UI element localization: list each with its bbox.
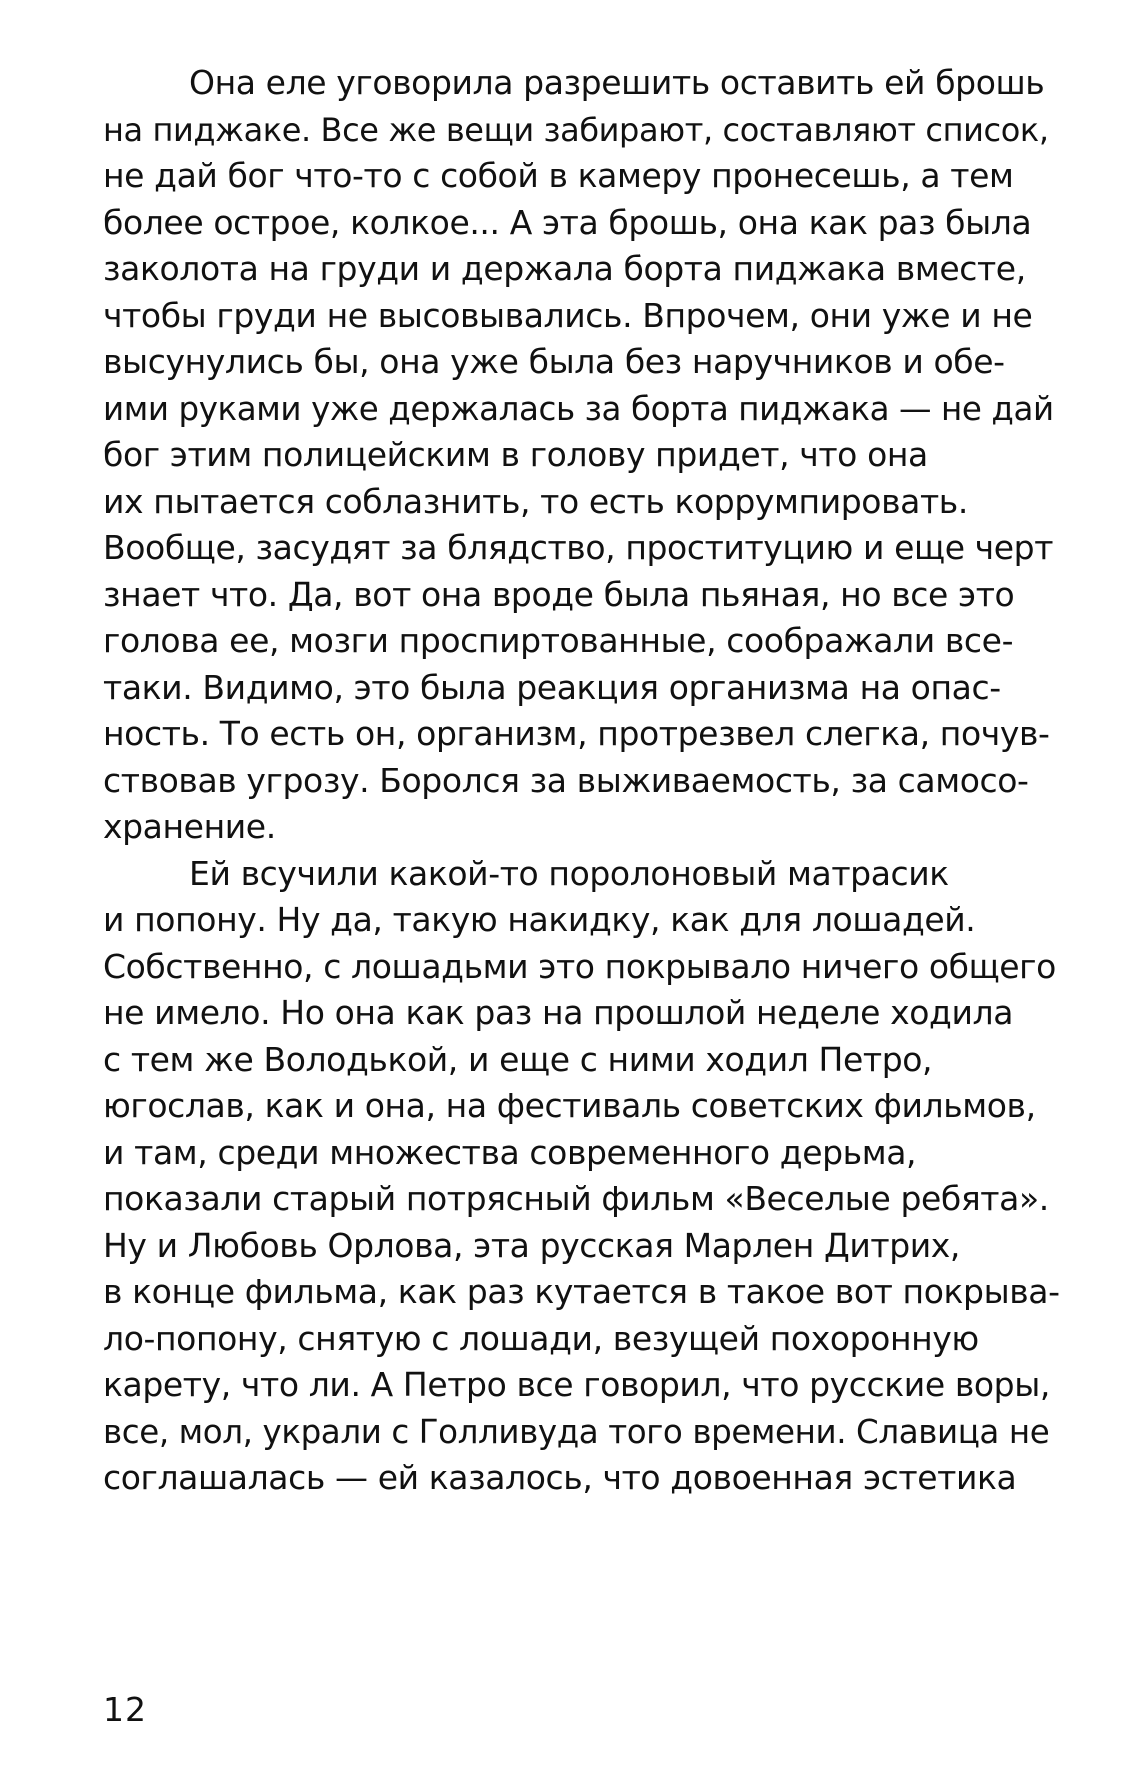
text-line: голова ее, мозги проспиртованные, соображали все- bbox=[103, 621, 1014, 660]
text-line: карету, что ли. А Петро все говорил, что русские воры, bbox=[103, 1365, 1050, 1404]
text-line: ствовав угрозу. Боролся за выживаемость, за самосо- bbox=[103, 760, 1029, 800]
text-line: не дай бог что-то с собой в камеру пронесешь, а тем bbox=[103, 156, 1014, 195]
text-line: знает что. Да, вот она вроде была пьяная, но все это bbox=[103, 574, 1015, 614]
text-line: с тем же Володькой, и еще с ними ходил Петро, bbox=[103, 1039, 933, 1079]
body-text bbox=[103, 60, 1063, 1502]
text-line: в конце фильма, как раз кутается в такое вот покрыва- bbox=[103, 1272, 1060, 1311]
text-line: Вообще, засудят за блядство, проституцию и еще черт bbox=[103, 528, 1054, 567]
text-line: показали старый потрясный фильм «Веселые ребята». bbox=[103, 1179, 1049, 1218]
text-line: ло-попону, снятую с лошади, везущей похоронную bbox=[103, 1318, 979, 1358]
text-line: бог этим полицейским в голову придет, что она bbox=[103, 435, 928, 474]
text-line: ность. То есть он, организм, протрезвел слегка, почув- bbox=[103, 714, 1050, 753]
text-line: югослав, как и она, на фестиваль советских фильмов, bbox=[103, 1086, 1036, 1125]
text-line: заколота на груди и держала борта пиджака вместе, bbox=[103, 249, 1026, 288]
text-line: Ей всучили какой-то поролоновый матрасик bbox=[189, 853, 949, 893]
text-line: более острое, колкое... А эта брошь, она как раз была bbox=[103, 202, 1032, 242]
text-line: и попону. Ну да, такую накидку, как для лошадей. bbox=[103, 900, 976, 939]
text-line: хранение. bbox=[103, 807, 276, 846]
text-line: соглашалась — ей казалось, что довоенная эстетика bbox=[103, 1458, 1017, 1497]
text-line: чтобы груди не высовывались. Впрочем, они уже и не bbox=[103, 295, 1033, 335]
text-line: их пытается соблазнить, то есть коррумпировать. bbox=[103, 481, 968, 521]
text-line: все, мол, украли с Голливуда того времени. Славица не bbox=[103, 1412, 1050, 1451]
text-line: и там, среди множества современного дерьма, bbox=[103, 1132, 917, 1172]
text-line: Ну и Любовь Орлова, эта русская Марлен Дитрих, bbox=[103, 1225, 961, 1265]
text-line: Собственно, с лошадьми это покрывало ничего общего bbox=[103, 946, 1056, 986]
text-line: на пиджаке. Все же вещи забирают, составляют список, bbox=[103, 110, 1049, 149]
text-line: высунулись бы, она уже была без наручников и обе- bbox=[103, 342, 1005, 381]
text-line: ими руками уже держалась за борта пиджака — не дай bbox=[103, 389, 1054, 428]
page-number: 12 bbox=[103, 1690, 147, 1729]
text-line: Она еле уговорила разрешить оставить ей брошь bbox=[189, 63, 1045, 102]
text-line: не имело. Но она как раз на прошлой неделе ходила bbox=[103, 993, 1014, 1032]
text-line: таки. Видимо, это была реакция организма на опас- bbox=[103, 667, 1001, 707]
